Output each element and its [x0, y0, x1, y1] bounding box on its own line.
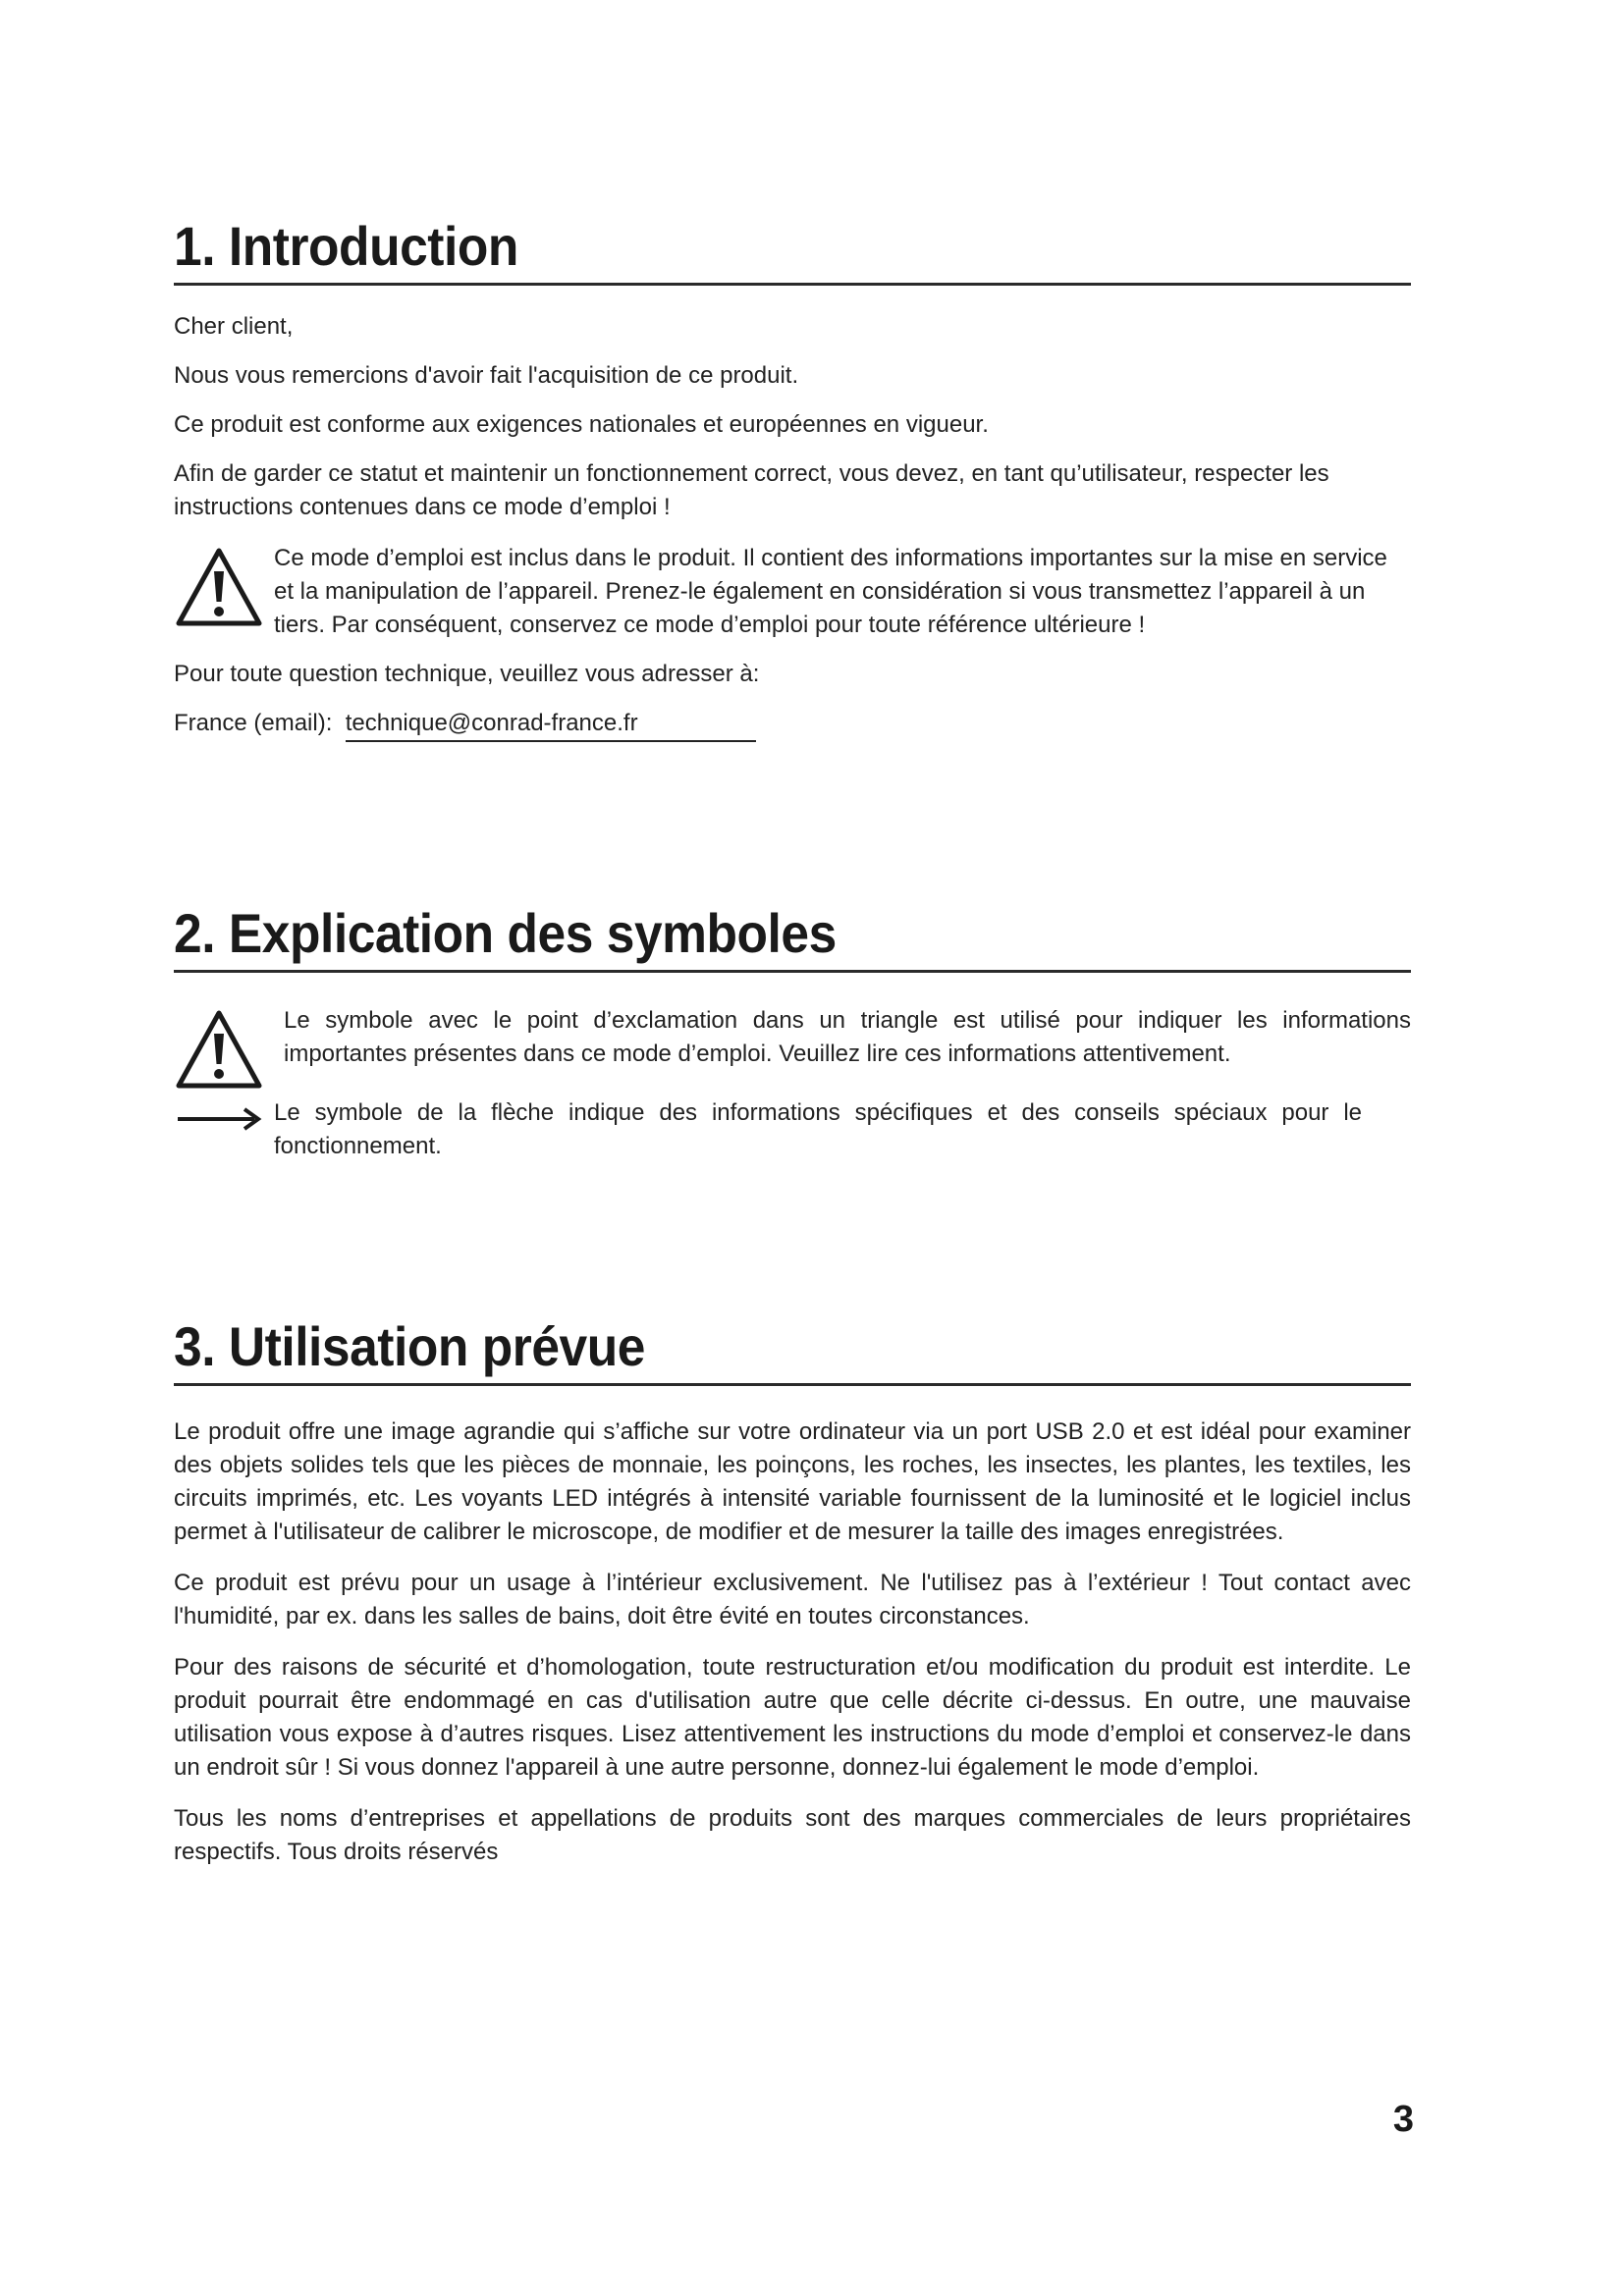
warning-symbol-text: Le symbole avec le point d’exclamation dans un triangle est utilisé pour indiquer les informations importantes présentes dans ce mode d’emploi. Veuillez lire ces informations attentivement.: [284, 1007, 1411, 1067]
section-rule: [174, 283, 1411, 286]
warning-triangle-icon: [174, 1008, 264, 1091]
section-title-introduction: 1. Introduction: [174, 215, 518, 277]
arrow-right-icon: [174, 1104, 264, 1134]
warning-triangle-icon: [174, 546, 264, 628]
paragraph: Pour des raisons de sécurité et d’homologation, toute restructuration et/ou modification du produit est interdite. Le produit pourrait être endommagé en cas d'utilisation autre que celle décrite ci-dessus. En outre, une mauvaise utilisation vous expose à d’autres risques. Lisez attentivement les instructions du mode d’emploi et conservez-le dans un endroit sûr ! Si vous donnez l'appareil à une autre personne, donnez-lui également le mode d’emploi.: [174, 1654, 1411, 1781]
paragraph: Ce produit est prévu pour un usage à l’intérieur exclusivement. Ne l'utilisez pas à l’extérieur ! Tout contact avec l'humidité, par ex. dans les salles de bains, doit être évité en toutes circonstances.: [174, 1570, 1411, 1629]
paragraph: Ce produit est conforme aux exigences nationales et européennes en vigueur.: [174, 411, 989, 438]
warning-block: [174, 542, 1411, 642]
paragraph: Afin de garder ce statut et maintenir un fonctionnement correct, vous devez, en tant qu’utilisateur, respecter les instructions contenues dans ce mode d’emploi !: [174, 460, 1329, 520]
paragraph: Le produit offre une image agrandie qui s’affiche sur votre ordinateur via un port USB 2.0 et est idéal pour examiner des objets solides tels que les pièces de monnaie, les poinçons, les roches, les insectes, les plantes, les textiles, les circuits imprimés, etc. Les voyants LED intégrés à intensité variable fournissent de la luminosité et le logiciel inclus permet à l'utilisateur de calibrer le microscope, de modifier et de mesurer la taille des images enregistrées.: [174, 1418, 1411, 1545]
contact-line: [174, 707, 1411, 742]
section-title-symbols: 2. Explication des symboles: [174, 902, 837, 964]
contact-intro: Pour toute question technique, veuillez vous adresser à:: [174, 661, 760, 687]
paragraph: Tous les noms d’entreprises et appellations de produits sont des marques commerciales de leurs propriétaires respectifs. Tous droits réservés: [174, 1805, 1411, 1865]
contact-email-link[interactable]: technique@conrad-france.fr: [346, 707, 756, 742]
arrow-symbol-row: [174, 1096, 1411, 1163]
page-number: 3: [1392, 2099, 1414, 2140]
greeting: Cher client,: [174, 313, 294, 340]
section-intended-use: [174, 1314, 1411, 1869]
section-title-intended-use: 3. Utilisation prévue: [174, 1315, 645, 1377]
section-symbols: [174, 901, 1411, 1163]
contact-label: France (email):: [174, 710, 333, 736]
warning-text: Ce mode d’emploi est inclus dans le produit. Il contient des informations importantes sur la mise en service et la manipulation de l’appareil. Prenez-le également en considération si vous transmettez l’appareil à un tiers. Par conséquent, conservez ce mode d’emploi pour toute référence ultérieure !: [274, 545, 1387, 638]
section-introduction: [174, 214, 1411, 742]
section-rule: [174, 970, 1411, 973]
paragraph: Nous vous remercions d'avoir fait l'acquisition de ce produit.: [174, 362, 799, 389]
section-rule: [174, 1383, 1411, 1386]
arrow-symbol-text: Le symbole de la flèche indique des informations spécifiques et des conseils spéciaux pour le fonctionnement.: [274, 1099, 1362, 1159]
warning-symbol-row: [174, 1004, 1411, 1071]
